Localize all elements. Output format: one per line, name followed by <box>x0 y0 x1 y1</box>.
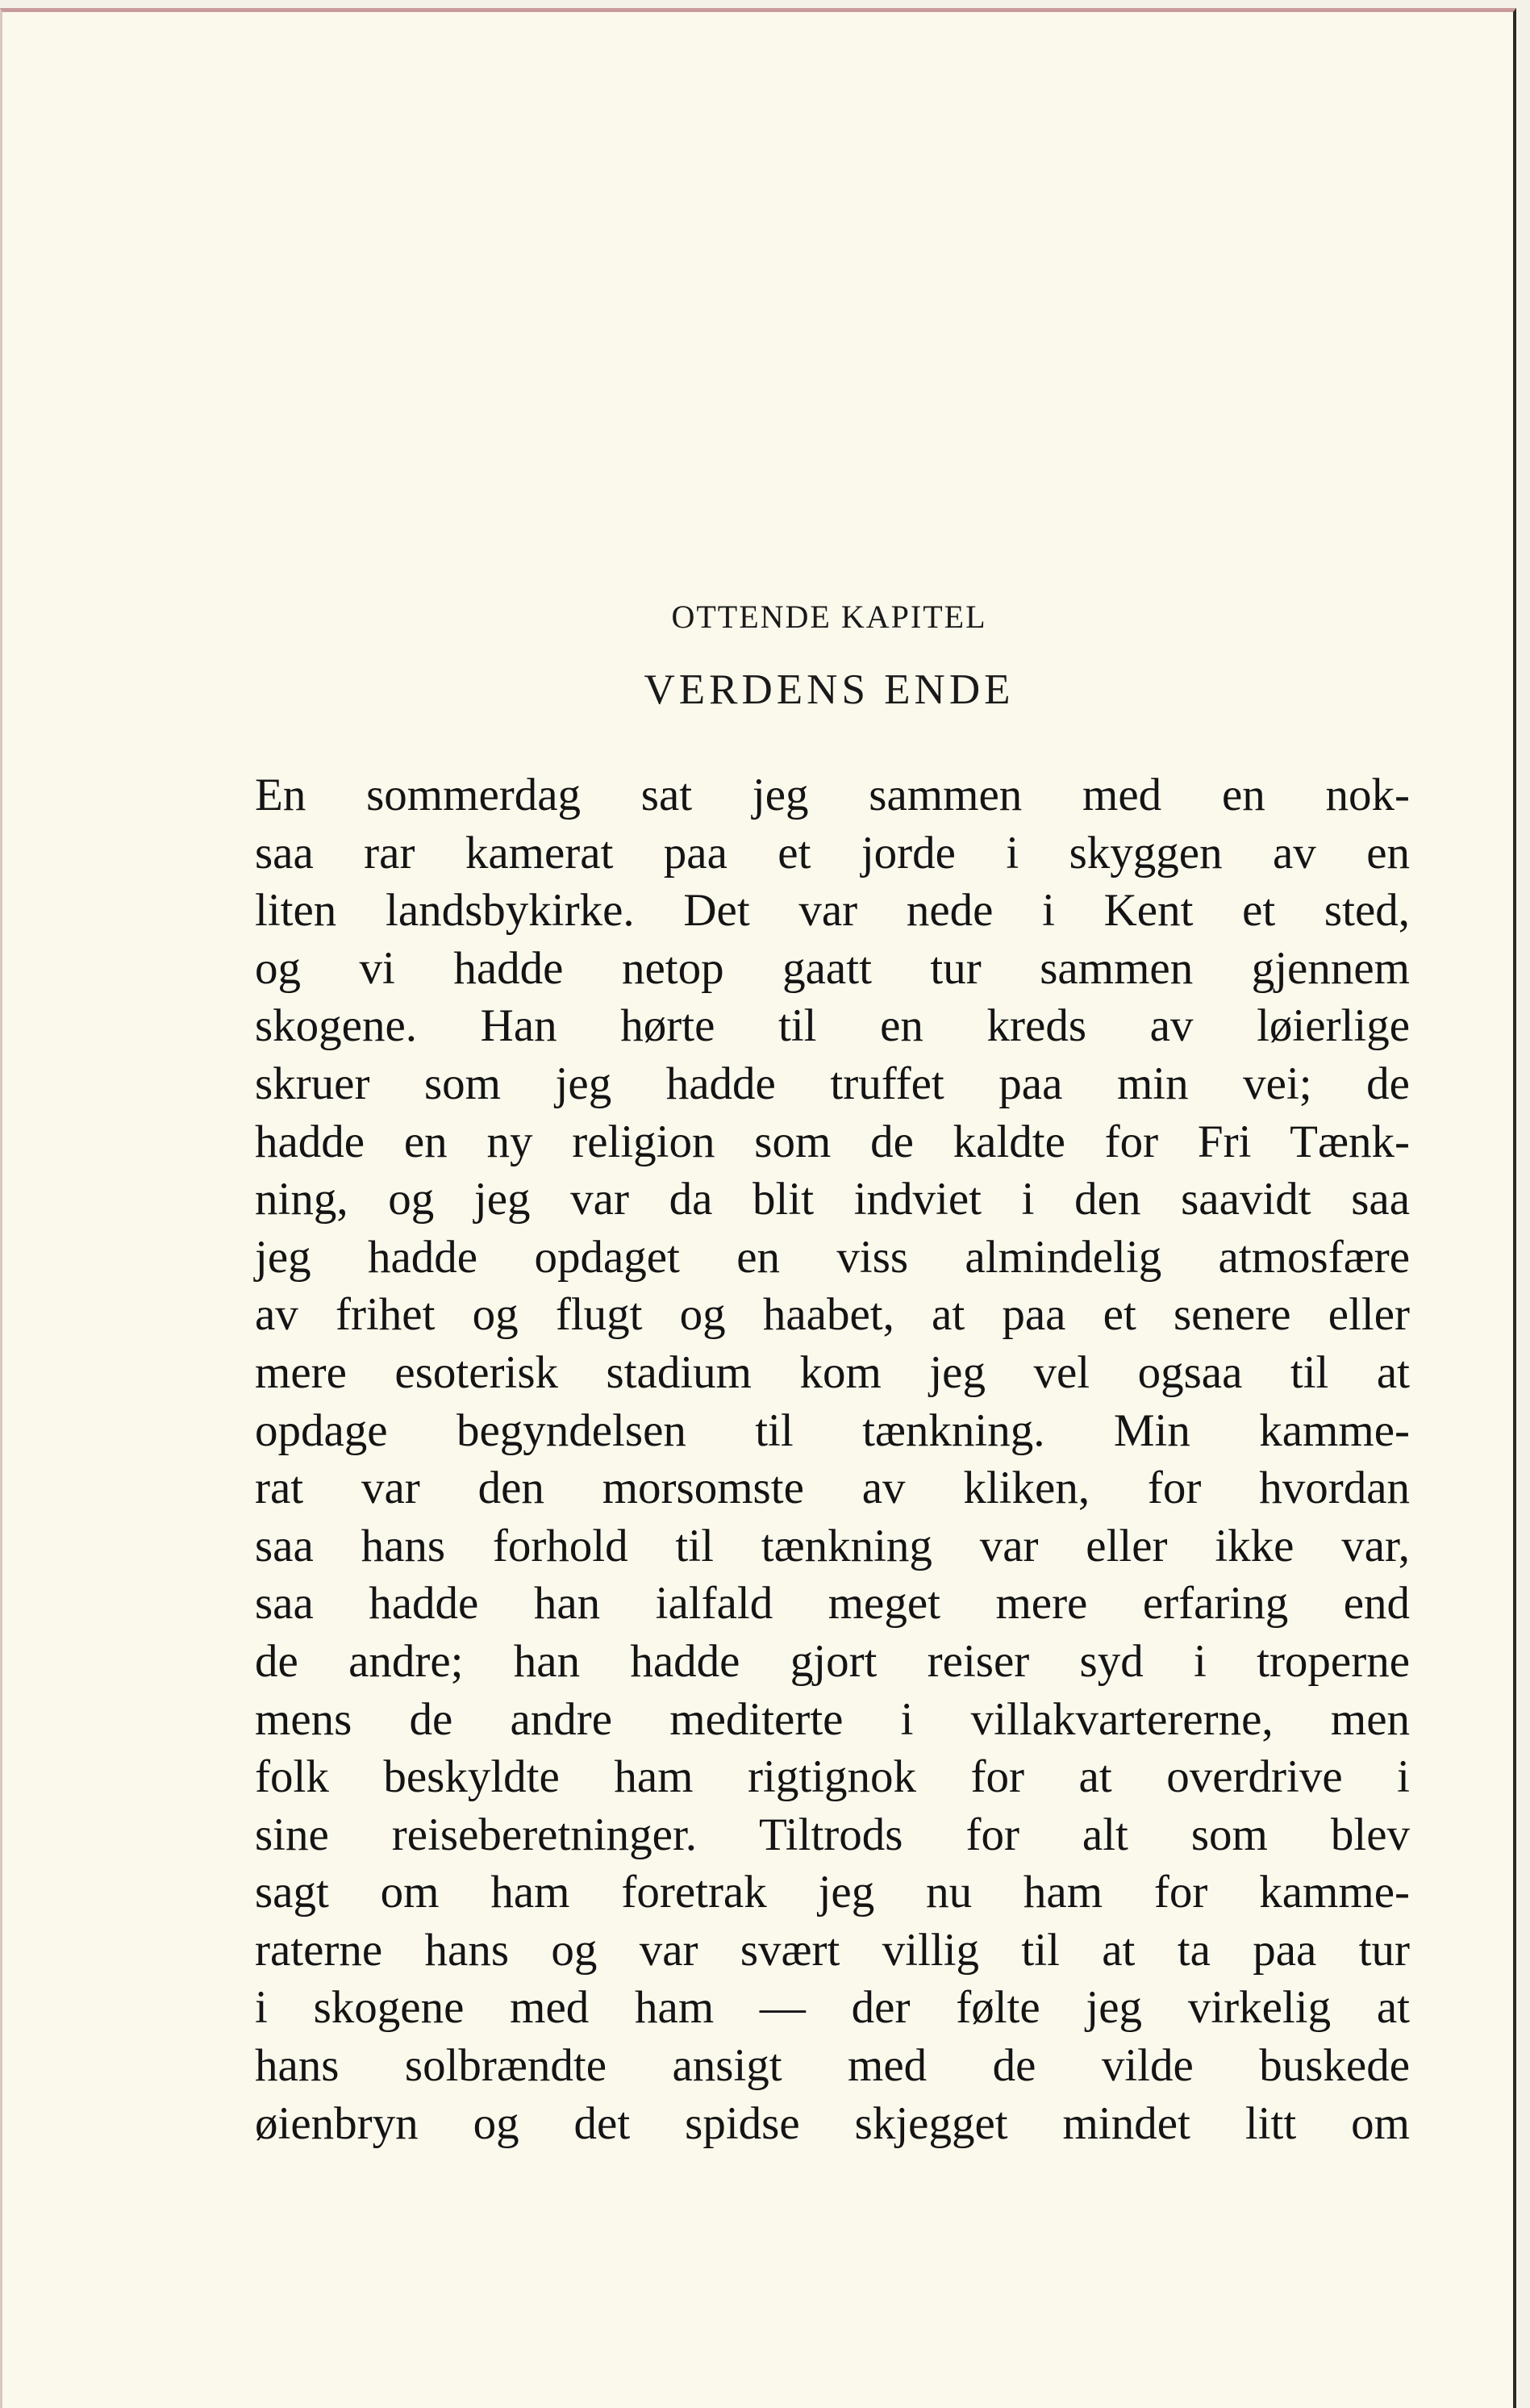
text-line: En sommerdag sat jeg sammen med en nok- <box>255 770 1410 820</box>
text-line: saa hadde han ialfald meget mere erfaring end <box>255 1578 1410 1630</box>
text-line: av frihet og flugt og haabet, at paa et senere eller <box>255 1289 1410 1341</box>
chapter-label: OTTENDE KAPITEL <box>671 599 987 635</box>
text-line: folk beskyldte ham rigtignok for at overdrive i <box>255 1751 1410 1803</box>
text-line: og vi hadde netop gaatt tur sammen gjennem <box>255 942 1410 994</box>
text-line: mens de andre mediterte i villakvartererne, men <box>255 1693 1410 1745</box>
text-line: hans solbrændte ansigt med de vilde buskede <box>255 2040 1410 2092</box>
body-text <box>255 766 1410 2152</box>
text-line: sagt om ham foretrak jeg nu ham for kamme- <box>255 1867 1410 1918</box>
text-line: raterne hans og var svært villig til at ta paa tur <box>255 1924 1410 1976</box>
text-line: saa hans forhold til tænkning var eller ikke var, <box>255 1520 1410 1571</box>
text-line: jeg hadde opdaget en viss almindelig atmosfære <box>255 1231 1410 1283</box>
text-line: rat var den morsomste av kliken, for hvordan <box>255 1463 1410 1514</box>
text-line: de andre; han hadde gjort reiser syd i troperne <box>255 1635 1410 1687</box>
text-line: skogene. Han hørte til en kreds av løierlige <box>255 1000 1410 1052</box>
text-line: ning, og jeg var da blit indviet i den saavidt saa <box>255 1174 1410 1225</box>
text-line: i skogene med ham — der følte jeg virkelig at <box>255 1982 1410 2034</box>
text-line: saa rar kamerat paa et jorde i skyggen av en <box>255 827 1410 878</box>
text-line: skruer som jeg hadde truffet paa min vei; de <box>255 1058 1410 1109</box>
text-line: hadde en ny religion som de kaldte for Fri Tænk- <box>255 1116 1410 1167</box>
text-line: mere esoterisk stadium kom jeg vel ogsaa til at <box>255 1346 1410 1398</box>
chapter-title: VERDENS ENDE <box>644 666 1015 713</box>
text-line: øienbryn og det spidse skjegget mindet litt om <box>255 2097 1410 2149</box>
text-line: sine reiseberetninger. Tiltrods for alt som blev <box>255 1809 1410 1860</box>
book-page <box>0 8 1516 2408</box>
text-line: liten landsbykirke. Det var nede i Kent et sted, <box>255 885 1410 937</box>
text-line: opdage begyndelsen til tænkning. Min kamme- <box>255 1404 1410 1456</box>
